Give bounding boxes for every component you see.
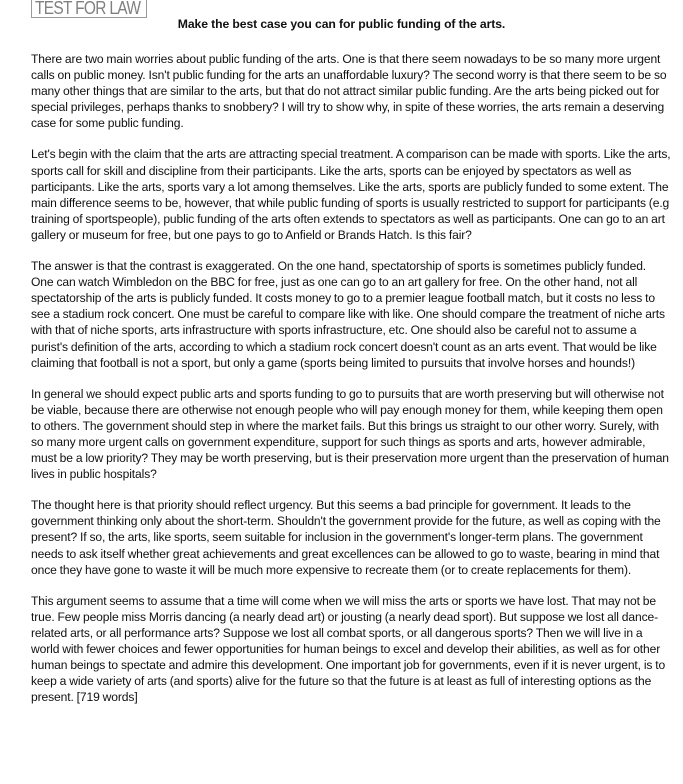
essay-title: Make the best case you can for public funding of the arts.	[177, 17, 506, 31]
essay-paragraph-3: The answer is that the contrast is exaggerated. On the one hand, spectatorship of sports is sometimes publicly funded. One can watch Wimbledon on the BBC for free, just as one can go to an art gallery for free. On the other hand, not all spectatorship of the arts is publicly funded. It costs money to go to a premier league football match, but it costs no less to see a stadium rock concert. One must be careful to compare like with like. One should compare the treatment of niche arts with that of niche sports, arts infrastructure with sports infrastructure, etc. One should also be careful not to assume a purist's definition of the arts, according to which a stadium rock concert doesn't count as an arts event. That would be like claiming that football is not a sport, but only a game (sports being limited to pursuits that involve horses and hounds!)	[31, 259, 665, 370]
essay-paragraph-5: The thought here is that priority should reflect urgency. But this seems a bad principle for government. It leads to the government thinking only about the short-term. Shouldn't the government provide for the future, as well as coping with the present? If so, the arts, like sports, seem suitable for inclusion in the government's longer-term plans. The government needs to ask itself whether great achievements and great excellences can be allowed to go to waste, bearing in mind that once they have gone to waste it will be much more expensive to recreate them (or to create replacements for them).	[31, 498, 661, 577]
essay-paragraph-2: Let's begin with the claim that the arts are attracting special treatment. A comparison can be made with sports. Like the arts, sports call for skill and discipline from their participants. Like the arts, sports can be enjoyed by spectators as well as participants. Like the arts, sports vary a lot among themselves. Like the arts, sports are publicly funded to some extent. The main difference seems to be, however, that while public funding of sports is usually restricted to support for participants (e.g training of sportspeople), public funding of the arts often extends to spectators as well as participants. One can go to an art gallery or museum for free, but one pays to go to Anfield or Brands Hatch. Is this fair?	[31, 147, 671, 242]
essay-paragraph-6: This argument seems to assume that a time will come when we will miss the arts or sports we have lost. That may not be true. Few people miss Morris dancing (a nearly dead art) or jousting (a nearly dead sport). But suppose we lost all dance-related arts, or all performance arts? Suppose we lost all combat sports, or all dangerous sports? Then we will live in a world with fewer choices and fewer opportunities for human beings to excel and develop their abilities, as well as for other human beings to spectate and admire this development. One important job for governments, even if it is never urgent, is to keep a wide variety of arts (and sports) alive for the future so that the future is at least as full of interesting options as the present. [719 words]	[31, 593, 666, 705]
essay-paragraph-4: In general we should expect public arts and sports funding to go to pursuits that are worth preserving but will otherwise not be viable, because there are otherwise not enough people who will pay enough money for them, while keeping them open to others. The government should step in where the market fails. But this brings us straight to our other worry. Surely, with so many more urgent calls on government expenditure, support for such things as sports and arts, however admirable, must be a low priority? They may be worth preserving, but is their preservation more urgent than the preservation of human lives in public hospitals?	[31, 386, 669, 482]
essay-paragraph-1: There are two main worries about public funding of the arts. One is that there seem nowadays to be so many more urgent calls on public money. Isn't public funding for the arts an unaffordable luxury? The second worry is that there seem to be so many other things that are similar to the arts, but that do not attract similar public funding. Are the arts being picked out for special privileges, perhaps thanks to snobbery? I will try to show why, in spite of these worries, the arts remain a deserving case for some public funding.	[31, 52, 667, 131]
essay-body	[31, 51, 671, 720]
logo-text: TEST FOR LAW	[35, 0, 141, 18]
